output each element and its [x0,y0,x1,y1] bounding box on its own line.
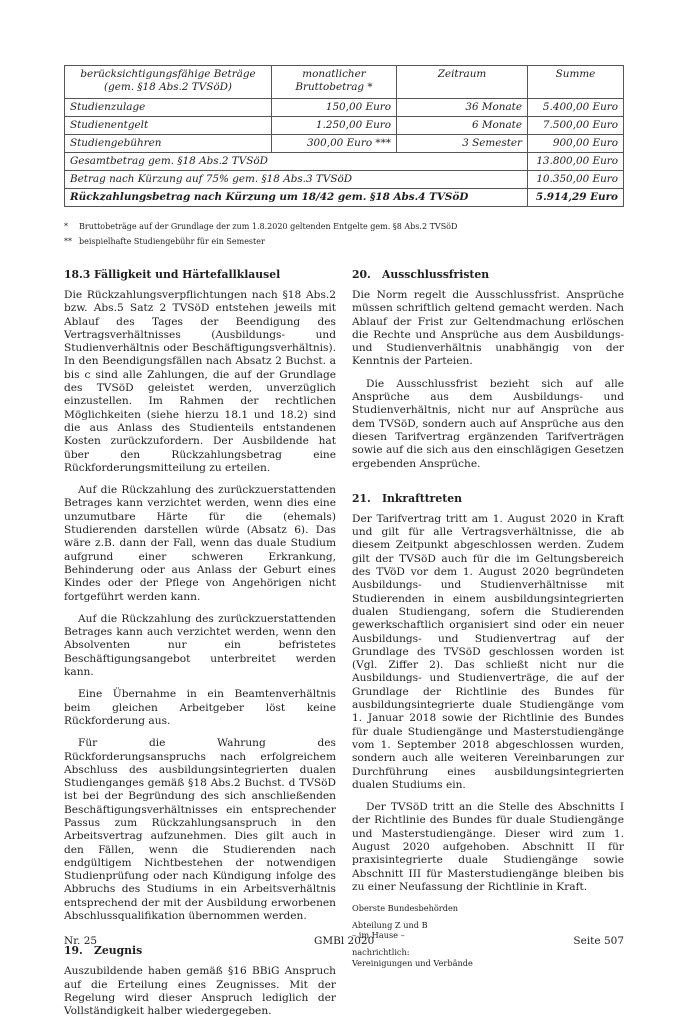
distribution-line: Vereinigungen und Verbände [352,957,473,968]
paragraph: Der Tarifvertrag tritt am 1. August 2020 in Kraft und gilt für alle Vertragsverhältnisse, die ab diesem Zeitpunkt abgeschlossen werden. Zudem gilt der TVSöD auch für die im Geltungsbereich des TVöD vor dem 1. August 2020 begründeten Ausbildungs- und Studienverhältnisse mit Studierenden in einem ausbildungsintegrierten dualen Studiengang, sofern die Studierenden gewerkschaftlich organisiert sind oder ein neuer Ausbildungs- und Studienvertrag auf der Grundlage des TVSöD geschlossen worden ist (Vgl. Ziffer 2). Das schließt nicht nur die Ausbildungs- und Studienverträge, die auf der Grundlage der Richtlinie des Bundes für ausbildungsintegrierte duale Studiengänge vom 1. Januar 2018 sowie der Richtlinie des Bundes für duale Studiengänge und Masterstudiengänge vom 1. September 2018 abgeschlossen wurden, sondern auch alle weiteren Vereinbarungen zur Durchführung eines ausbildungsintegrierten dualen Studiums ein. [352,512,624,791]
total-value: 13.800,00 Euro [528,153,624,171]
table-header-monthly: monatlicher Bruttobetrag * [272,66,397,99]
footnote-mark: ** [64,237,72,246]
footnote-text: beispielhafte Studiengebühr für ein Semester [79,237,265,246]
paragraph: Die Rückzahlungsverpflichtungen nach §18 Abs.2 bzw. Abs.5 Satz 2 TVSöD entstehen jeweils mit Ablauf des Tages der Beendigung des Vertragsverhältnisses (Ausbildungs- und Studienverhältnis oder Beschäftigungsverhältnis). In den Beendigungsfällen nach Absatz 2 Buchst. a bis c sind alle Zahlungen, die auf der Grundlage des TVSöD geleistet werden, unverzüglich einzustellen. Im Rahmen der rechtlichen Möglichkeiten (siehe hierzu 18.1 und 18.2) sind die aus Anlass des Studienteils entstandenen Kosten zurückzufordern. Der Ausbildende hat über den Rückzahlungsbetrag eine Rückforderungsmitteilung zu erteilen. [64,289,336,474]
total-value: 10.350,00 Euro [528,171,624,189]
left-column [64,268,336,1028]
table-cell: 900,00 Euro [528,135,624,153]
calculation-table [64,65,624,207]
section-number: 20. [352,268,371,281]
distribution-line: nachrichtlich: [352,946,410,957]
issue-number: Nr. 25 [64,935,98,947]
table-cell: 5.400,00 Euro [528,99,624,117]
table-cell: 150,00 Euro [272,99,397,117]
table-footnotes [64,219,457,249]
table-row [65,99,624,117]
table-cell: 1.250,00 Euro [272,117,397,135]
section-heading-18-3 [64,268,336,282]
paragraph: Der TVSöD tritt an die Stelle des Abschnitts I der Richtlinie des Bundes für duale Studiengänge und Masterstudiengänge. Dieser wird zum 1. August 2020 aufgehoben. Abschnitt II für praxisintegrierte duale Studiengänge sowie Abschnitt III für Masterstudiengänge bleiben bis zu einer Neufassung der Richtlinie in Kraft. [352,801,624,893]
table-header-period: Zeitraum [397,66,528,99]
publication-name: GMBl 2020 [314,935,375,947]
table-cell: 3 Semester [397,135,528,153]
distribution-line: – im Hause – [352,930,405,941]
paragraph: Auf die Rückzahlung des zurückzuerstattenden Betrages kann verzichtet werden, wenn dies eine unzumutbare Härte für die (ehemals) Studierenden darstellen würde (Absatz 6). Das wäre z.B. dann der Fall, wenn das duale Studium aufgrund einer schweren Erkrankung, Behinderung oder aus Anlass der Geburt eines Kindes oder der Pflege von Angehörigen nicht fortgeführt werden kann. [64,484,336,603]
section-heading-21 [352,492,624,506]
total-label: Betrag nach Kürzung auf 75% gem. §18 Abs.3 TVSöD [65,171,528,189]
paragraph: Auszubildende haben gemäß §16 BBiG Anspruch auf die Erteilung eines Zeugnisses. Mit der Regelung wird dieser Anspruch lediglich der Vollständigkeit halber wiedergegeben. [64,965,336,1018]
table-cell: Studiengebühren [65,135,272,153]
table-row [65,117,624,135]
paragraph: Eine Übernahme in ein Beamtenverhältnis beim gleichen Arbeitgeber löst keine Rückforderung aus. [64,688,336,727]
distribution-recipient: Oberste Bundesbehörden [352,903,459,914]
footnote-mark: * [64,222,68,231]
page-number: Seite 507 [573,935,624,947]
calculation-table-wrapper [64,65,624,207]
paragraph: Auf die Rückzahlung des zurückzuerstattenden Betrages kann auch verzichtet werden, wenn den Absolventen nur ein befristetes Beschäftigungsangebot unterbreitet werden kann. [64,612,336,679]
section-number: 19. [64,944,83,958]
table-cell: 6 Monate [397,117,528,135]
table-cell: 7.500,00 Euro [528,117,624,135]
table-final-row [65,189,624,207]
section-title: Fälligkeit und Härtefallklausel [94,268,281,281]
section-heading-20 [352,268,624,282]
table-cell: Studienentgelt [65,117,272,135]
paragraph: Die Ausschlussfrist bezieht sich auf alle Ansprüche aus dem Ausbildungs- und Studienverhältnis, nicht nur auf Ansprüche aus dem TVSöD, sondern auch auf Ansprüche aus den diesen Tarifvertrag ergänzenden Tarifverträgen sowie auf die sich aus den einschlägigen Gesetzen ergebenden Ansprüche. [352,377,624,470]
paragraph: Für die Wahrung des Rückforderungsanspruchs nach erfolgreichem Abschluss des ausbildungsintegrierten dualen Studienganges gemäß §18 Abs.2 Buchst. d TVSöD ist bei der Begründung des sich anschließenden Beschäftigungsverhältnisses ein entsprechender Passus zum Rückzahlungsanspruch in den Arbeitsvertrag aufzunehmen. Dies gilt auch in den Fällen, wenn die Studierenden nach endgültigem Nichtbestehen der notwendigen Studienprüfung oder nach Kündigung infolge des Abbruchs des Studiums in ein Arbeitsverhältnis entsprechend der mit der Ausbildung erworbenen Abschlussqualifikation übernommen werden. [64,737,336,923]
section-number: 18.3 [64,268,91,281]
section-heading-19 [64,944,336,958]
distribution-recipient [352,947,624,968]
table-cell: 300,00 Euro *** [272,135,397,153]
table-cell: 36 Monate [397,99,528,117]
total-label: Gesamtbetrag gem. §18 Abs.2 TVSöD [65,153,528,171]
table-cell: Studienzulage [65,99,272,117]
total-value: 5.914,29 Euro [528,189,624,207]
paragraph: Die Norm regelt die Ausschlussfrist. Ansprüche müssen schriftlich geltend gemacht werden. Nach Ablauf der Frist zur Geltendmachung erlöschen die Rechte und Ansprüche aus dem Ausbildungs- und Studienverhältnis unabhängig von der Kenntnis der Parteien. [352,289,624,368]
footnote-text: Bruttobeträge auf der Grundlage der zum 1.8.2020 geltenden Entgelte gem. §8 Abs.2 TVSöD [79,222,458,231]
footnote [64,234,457,249]
section-number: 21. [352,491,371,505]
table-total-row [65,171,624,189]
section-title: Zeugnis [94,944,143,958]
section-title: Inkrafttreten [382,491,462,505]
footnote [64,219,457,234]
table-header-amounts: berücksichtigungsfähige Beträge (gem. §18 Abs.2 TVSöD) [65,66,272,99]
table-header-sum: Summe [528,66,624,99]
section-title: Ausschlussfristen [382,268,490,281]
table-row [65,135,624,153]
right-column [352,268,624,974]
table-total-row [65,153,624,171]
total-label: Rückzahlungsbetrag nach Kürzung um 18/42 gem. §18 Abs.4 TVSöD [65,189,528,207]
distribution-line: Abteilung Z und B [352,919,428,930]
